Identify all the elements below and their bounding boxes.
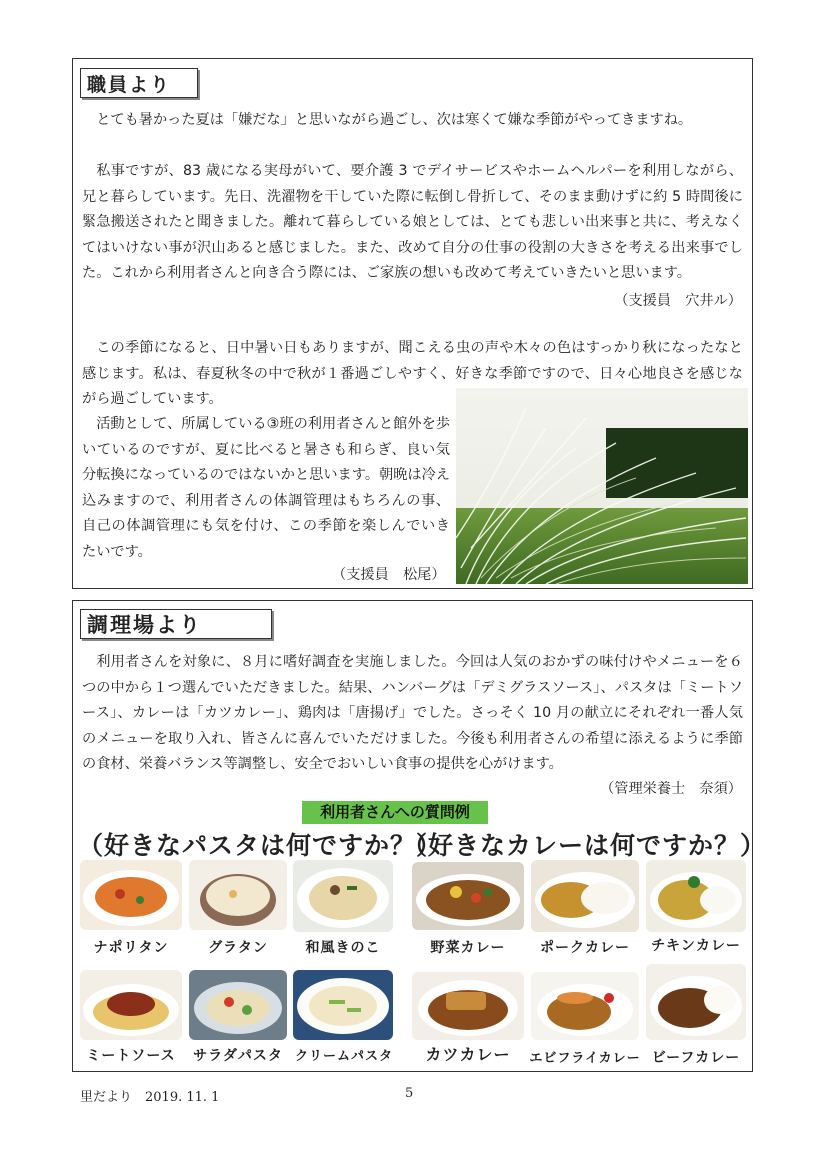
label-fried-shrimp-curry: エビフライカレー <box>529 1051 641 1066</box>
footer-page-number: 5 <box>405 1086 414 1101</box>
food-photo-napolitan <box>80 860 182 930</box>
label-wafu-mushroom: 和風きのこ <box>305 940 381 956</box>
staff-signature-2: （支援員 松尾） <box>332 567 446 583</box>
staff-paragraph-1: とても暑かった夏は「嫌だな」と思いながら過ごし、次は寒くて嫌な季節がやってきますね。 <box>96 112 693 128</box>
food-photo-meat-sauce <box>80 970 182 1040</box>
staff-paragraph-2: 私事ですが、83 歳になる実母がいて、要介護 3 でデイサービスやホームヘルパーを利用しながら、兄と暮らしています。先日、洗濯物を干していた際に転倒し骨折して、そのまま動けずに約 5 時間後に緊急搬送されたと聞きました。離れて暮らしている娘としては、とても悲しい出来事と共に、考えなくてはいけない事が沢山あると感じました。また、改めて自分の仕事の役割の大きさを考える出来事でした。これから利用者さんと向き合う際には、ご家族の想いも改めて考えていきたいと思います。 <box>82 163 743 281</box>
food-photo-cream-pasta <box>293 970 393 1040</box>
curry-question: （好きなカレーは何ですか？） <box>402 831 767 860</box>
label-gratin: グラタン <box>208 940 268 956</box>
kitchen-signature: （管理栄養士 奈須） <box>600 781 742 797</box>
label-napolitan: ナポリタン <box>93 940 169 956</box>
question-banner: 利用者さんへの質問例 <box>302 801 488 824</box>
label-meat-sauce: ミートソース <box>86 1048 176 1064</box>
food-photo-fried-shrimp-curry <box>531 972 639 1040</box>
label-katsu-curry: カツカレー <box>425 1045 511 1064</box>
food-photo-vegetable-curry <box>412 862 524 930</box>
food-photo-chicken-curry <box>646 860 746 932</box>
label-chicken-curry: チキンカレー <box>651 938 741 954</box>
food-photo-wafu-mushroom <box>293 860 393 932</box>
food-photo-beef-curry <box>646 964 746 1040</box>
staff-section-heading: 職員より <box>80 68 198 98</box>
food-photo-gratin <box>189 860 287 930</box>
staff-paragraph-3: この季節になると、日中暑い日もありますが、聞こえる虫の声や木々の色はすっかり秋になったなと感じます。私は、春夏秋冬の中で秋が１番過ごしやすく、好きな季節ですので、日々心地良さを感じながら過ごしています。 <box>82 340 743 407</box>
kitchen-paragraph: 利用者さんを対象に、８月に嗜好調査を実施しました。今回は人気のおかずの味付けやメニューを６つの中から１つ選んでいただきました。結果、ハンバーグは「デミグラスソース」、パスタは「ミートソース」、カレーは「カツカレー」、鶏肉は「唐揚げ」でした。さっそく 10 月の献立にそれぞれ一番人気のメニューを取り入れ、皆さんに喜んでいただけました。今後も利用者さんの希望に添えるように季節の食材、栄養バランス等調整し、安全でおいしい食事の提供を心がけます。 <box>82 654 743 772</box>
pasta-question: （好きなパスタは何ですか？） <box>78 831 443 860</box>
label-pork-curry: ポークカレー <box>540 940 630 956</box>
label-vegetable-curry: 野菜カレー <box>430 940 506 956</box>
staff-signature-1: （支援員 穴井ル） <box>614 293 742 309</box>
pampas-grass-photo <box>456 388 748 584</box>
label-cream-pasta: クリームパスタ <box>294 1049 393 1064</box>
label-beef-curry: ビーフカレー <box>651 1050 741 1066</box>
kitchen-section-heading: 調理場より <box>80 609 272 639</box>
food-photo-pork-curry <box>531 860 639 932</box>
food-photo-salad-pasta <box>189 970 287 1040</box>
footer-issue-date: 里だより 2019. 11. 1 <box>80 1090 220 1105</box>
label-salad-pasta: サラダパスタ <box>193 1048 283 1064</box>
food-photo-katsu-curry <box>412 972 524 1040</box>
staff-paragraph-4: 活動として、所属している③班の利用者さんと館外を歩いているのですが、夏に比べると暑さも和らぎ、良い気分転換になっているのではないかと思います。朝晩は冷え込みますので、利用者さんの体調管理はもちろんの事、自己の体調管理にも気を付け、この季節を楽しんでいきたいです。 <box>82 416 450 560</box>
